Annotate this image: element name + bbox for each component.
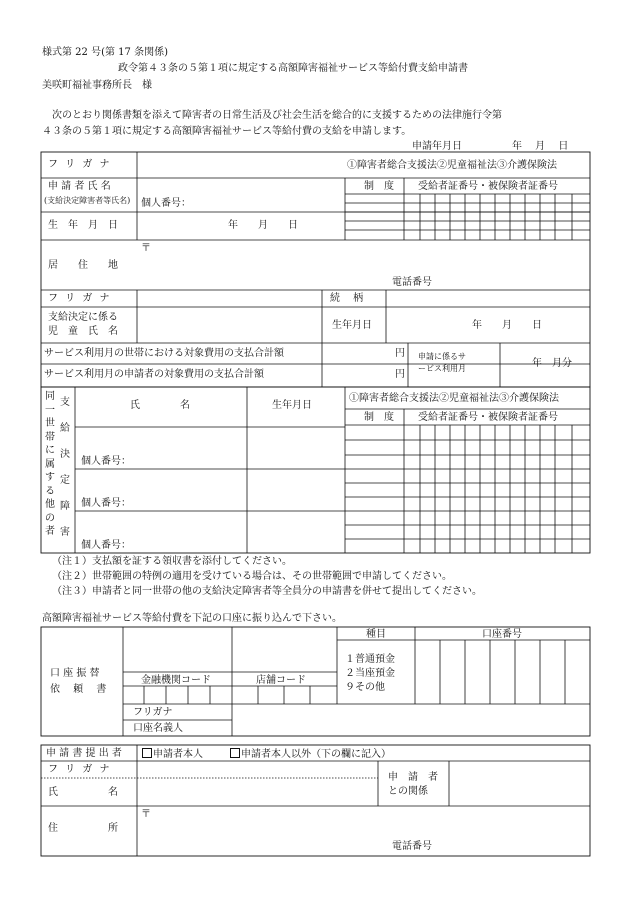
- account-type-option-1: １普通預金: [345, 654, 395, 665]
- holder-name-label: 口座名義人: [133, 723, 183, 734]
- applicant-phone-label: 電話番号: [392, 277, 432, 288]
- applicant-total-label: サービス利用月の申請者の対象費用の支払合計額: [44, 369, 264, 380]
- household-vertical-label-2: 支給決定障害: [60, 397, 70, 538]
- bank-label-1: 口 座 振 替: [50, 668, 100, 679]
- household-law-options: ①障害者総合支援法②児童福祉法③介護保険法: [349, 393, 559, 404]
- child-furigana-label: フ リ ガ ナ: [48, 293, 112, 304]
- account-type-header: 種目: [366, 629, 386, 640]
- intro-line-2: ４３条の５第１項に規定する高額障害福祉サービス等給付費の支給を申請します。: [42, 126, 412, 137]
- bank-intro: 高額障害福祉サービス等給付費を下記の口座に振り込んで下さい。: [42, 613, 342, 624]
- applicant-cert-header: 受給者証番号・被保険者証番号: [418, 181, 558, 192]
- child-birth-label: 生年月日: [332, 320, 372, 331]
- household-birth-header: 生年月日: [272, 400, 312, 411]
- applicant-total-yen: 円: [395, 369, 405, 380]
- household-kojin-2: 個人番号：: [81, 498, 131, 509]
- household-name-header: 氏 名: [130, 400, 190, 411]
- applicant-name-sublabel: (支給決定障害者等氏名): [44, 196, 131, 205]
- application-date-label: 申請年月日: [412, 141, 462, 152]
- checkbox-self[interactable]: [142, 748, 152, 758]
- submitter-option-other-label: 申請者本人以外（下の欄に記入）: [241, 749, 391, 760]
- service-month-value: 年 月分: [532, 358, 572, 369]
- child-name-label-1: 支給決定に係る: [48, 312, 118, 323]
- submitter-option-other[interactable]: [230, 748, 391, 761]
- form-number: 様式第 22 号(第 17 条関係): [42, 47, 168, 58]
- note-1: （注１）支払額を証する領収書を添付してください。: [52, 556, 292, 567]
- submitter-name-label: 氏 名: [48, 787, 118, 798]
- checkbox-other[interactable]: [230, 748, 240, 758]
- household-cert-header: 受給者証番号・被保険者証番号: [418, 412, 558, 423]
- applicant-law-options: ①障害者総合支援法②児童福祉法③介護保険法: [347, 160, 557, 171]
- branch-code-label: 店舗コード: [256, 675, 306, 686]
- application-date-value: 年 月 日: [512, 141, 569, 152]
- submitter-relation-label-1: 申 請 者: [388, 772, 438, 783]
- household-seido-header: 制 度: [364, 412, 394, 423]
- service-month-label-1: 申請に係るサ: [418, 352, 466, 361]
- form-title: 政令第４３条の５第１項に規定する高額障害福祉サービス等給付費支給申請書: [118, 63, 468, 74]
- intro-line-1: 次のとおり関係書類を添えて障害者の日常生活及び社会生活を総合的に支援するための法律施行令第: [52, 110, 502, 121]
- service-month-label-2: ービス利用月: [418, 364, 466, 373]
- household-vertical-label: 同一世帯に属する他の者: [45, 391, 55, 537]
- account-type-option-2: ２当座預金: [345, 668, 395, 679]
- applicant-postal-mark: 〒: [141, 243, 151, 254]
- applicant-kojin-label: 個人番号：: [141, 198, 191, 209]
- child-birth-value: 年 月 日: [472, 320, 542, 331]
- child-relation-label: 続 柄: [330, 293, 364, 304]
- applicant-address-label: 居 住 地: [48, 260, 118, 271]
- applicant-birth-label: 生 年 月 日: [48, 220, 118, 231]
- bank-code-label: 金融機関コード: [141, 675, 211, 686]
- household-total-yen: 円: [395, 348, 405, 359]
- submitter-furigana-label: フ リ ガ ナ: [48, 764, 112, 775]
- household-kojin-3: 個人番号：: [81, 540, 131, 551]
- household-total-label: サービス利用月の世帯における対象費用の支払合計額: [44, 348, 284, 359]
- note-2: （注２）世帯範囲の特例の適用を受けている場合は、その世帯範囲で申請してください。: [52, 571, 452, 582]
- submitter-label: 申 請 書 提 出 者: [46, 748, 122, 759]
- child-name-label-2: 児 童 氏 名: [48, 326, 118, 337]
- applicant-seido-header: 制 度: [364, 181, 394, 192]
- submitter-relation-label-2: との関係: [388, 786, 428, 797]
- applicant-birth-value: 年 月 日: [228, 220, 298, 231]
- account-type-option-3: ９その他: [345, 682, 385, 693]
- applicant-name-label: 申 請 者 氏 名: [48, 181, 111, 192]
- submitter-address-label: 住 所: [48, 823, 118, 834]
- bank-label-2: 依 頼 書: [50, 684, 107, 695]
- submitter-postal-mark: 〒: [141, 809, 151, 820]
- applicant-furigana-label: フ リ ガ ナ: [48, 159, 112, 170]
- addressee: 美咲町福祉事務所長 様: [42, 80, 152, 91]
- account-number-header: 口座番号: [482, 629, 522, 640]
- submitter-phone-label: 電話番号: [392, 841, 432, 852]
- submitter-option-self[interactable]: [142, 748, 203, 761]
- note-3: （注３）申請者と同一世帯の他の支給決定障害者等全員分の申請書を併せて提出してください。: [52, 586, 482, 597]
- submitter-option-self-label: 申請者本人: [153, 749, 203, 760]
- holder-furigana-label: フリガナ: [133, 707, 173, 718]
- household-kojin-1: 個人番号：: [81, 456, 131, 467]
